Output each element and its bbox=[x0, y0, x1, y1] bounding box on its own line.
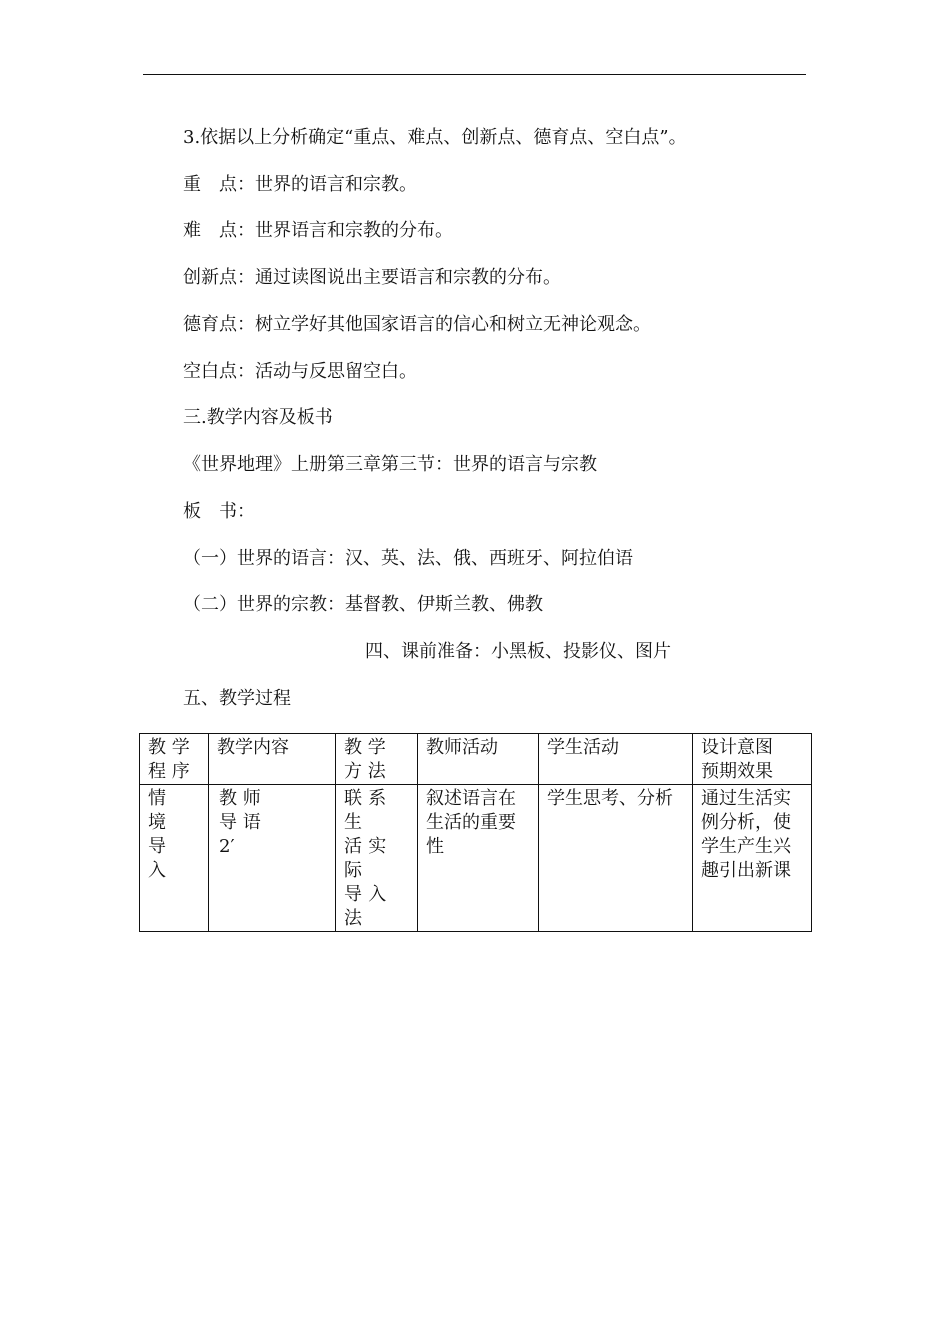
cell-content: 教 师 导 语 2′ bbox=[209, 785, 336, 932]
cell-teacher-activity: 叙述语言在 生活的重要 性 bbox=[418, 785, 539, 932]
header-cell-teacher-activity: 教师活动 bbox=[418, 734, 539, 785]
cell-student-activity: 学生思考、分析 bbox=[539, 785, 693, 932]
header-cell-content: 教学内容 bbox=[209, 734, 336, 785]
table-row bbox=[140, 785, 812, 932]
header-cell-student-activity: 学生活动 bbox=[539, 734, 693, 785]
header-cell-design-intent: 设计意图 预期效果 bbox=[693, 734, 812, 785]
paragraph-key-points-intro: 3.依据以上分析确定“重点、难点、创新点、德育点、空白点”。 bbox=[183, 127, 687, 148]
header-rule bbox=[143, 74, 806, 75]
cell-stage: 情 境 导 入 bbox=[140, 785, 209, 932]
table-header-row bbox=[140, 734, 812, 785]
paragraph-focus: 重 点：世界的语言和宗教。 bbox=[183, 174, 417, 195]
paragraph-world-religions: （二）世界的宗教：基督教、伊斯兰教、佛教 bbox=[183, 594, 543, 615]
paragraph-moral-education: 德育点：树立学好其他国家语言的信心和树立无神论观念。 bbox=[183, 314, 651, 335]
section-heading-content: 三.教学内容及板书 bbox=[183, 407, 333, 428]
paragraph-innovation: 创新点：通过读图说出主要语言和宗教的分布。 bbox=[183, 267, 561, 288]
paragraph-difficulty: 难 点：世界语言和宗教的分布。 bbox=[183, 220, 453, 241]
paragraph-textbook-section: 《世界地理》上册第三章第三节：世界的语言与宗教 bbox=[183, 454, 597, 475]
paragraph-blank-point: 空白点：活动与反思留空白。 bbox=[183, 361, 417, 382]
cell-design-intent: 通过生活实 例分析，使 学生产生兴 趣引出新课 bbox=[693, 785, 812, 932]
teaching-process-table bbox=[139, 733, 812, 932]
section-heading-preparation: 四、课前准备：小黑板、投影仪、图片 bbox=[365, 641, 671, 662]
header-cell-stage: 教 学 程 序 bbox=[140, 734, 209, 785]
section-heading-process: 五、教学过程 bbox=[183, 688, 291, 709]
header-cell-method: 教 学 方 法 bbox=[336, 734, 418, 785]
paragraph-blackboard-label: 板 书： bbox=[183, 501, 255, 522]
paragraph-world-languages: （一）世界的语言：汉、英、法、俄、西班牙、阿拉伯语 bbox=[183, 548, 633, 569]
cell-method: 联系生 活实际 导入法 bbox=[336, 785, 418, 932]
